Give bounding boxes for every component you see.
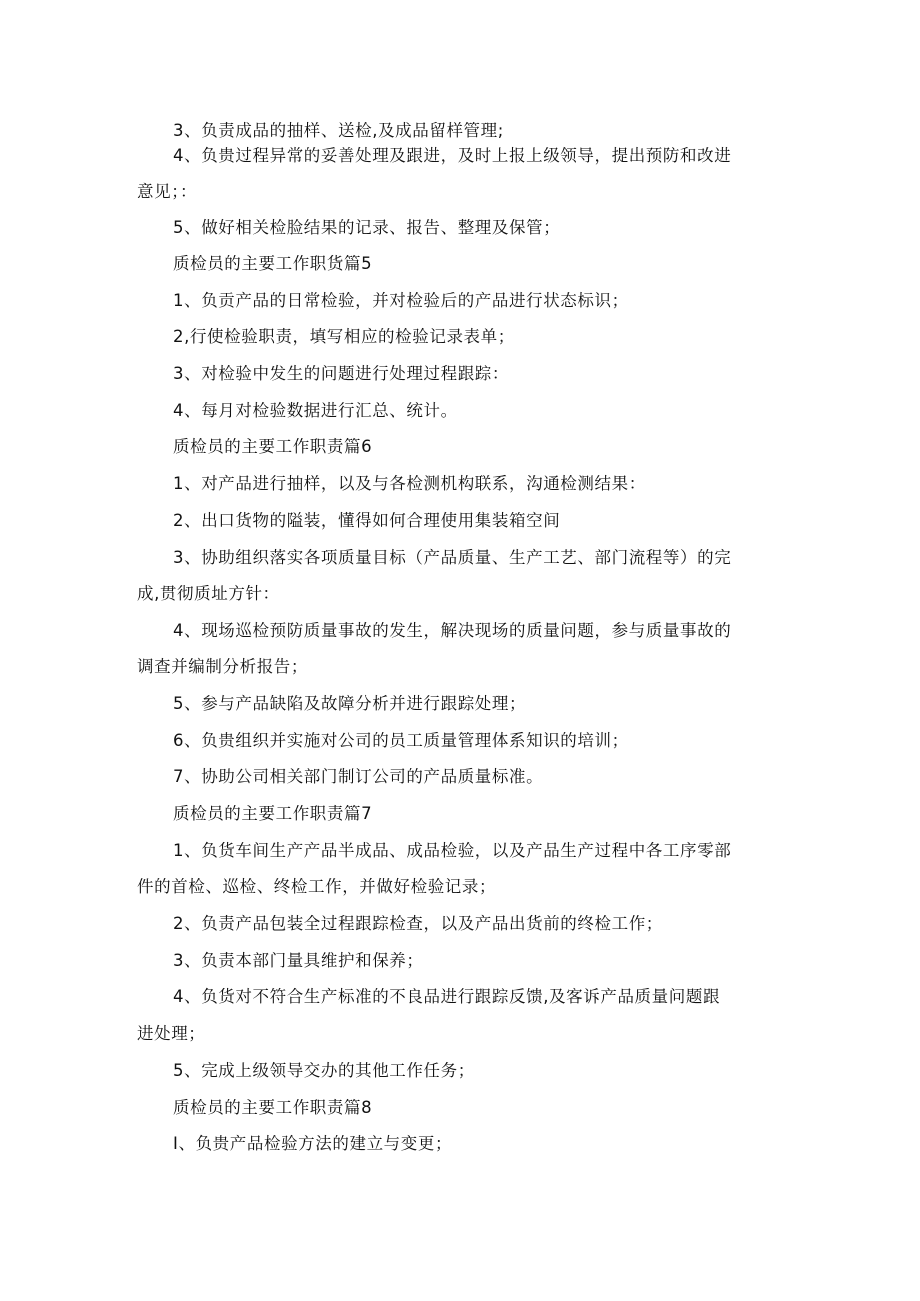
text-line: 4、负贵过程异常的妥善处理及跟进，及时上报上级领导，提出预防和改进 <box>173 146 732 165</box>
text-line: 4、负货对不符合生产标准的不良品进行跟踪反馈,及客诉产品质量问题跟 <box>173 987 721 1006</box>
section-heading: 质检员的主要工作职责篇7 <box>173 804 373 823</box>
text-line: 4、现场巡检预防质量事故的发生，解决现场的质量问题，参与质量事故的 <box>173 621 732 640</box>
text-line: 3、对检验中发生的问题进行处理过程跟踪： <box>173 364 509 383</box>
text-line: 5、做好相关检脸结果的记录、报告、整理及保管； <box>173 218 561 237</box>
text-line: 进处理； <box>137 1024 206 1043</box>
text-line: 1、负贡产品的日常检验，并对检验后的产品进行状态标识； <box>173 291 629 310</box>
text-line: 件的首检、巡检、终检工作，并做好检验记录； <box>137 877 497 896</box>
text-line: 调查并编制分析报告； <box>137 657 308 676</box>
section-heading: 质检员的主要工作职责篇8 <box>173 1098 373 1117</box>
text-line: 6、负贵组织并实施对公司的员工质量管理体系知识的培训； <box>173 731 629 750</box>
text-line: 7、协助公司相关部门制订公司的产品质量标准。 <box>173 767 544 786</box>
text-line: 3、协助组织落实各项质量目标（产品质量、生产工艺、部门流程等）的完 <box>173 548 732 567</box>
section-heading: 质检员的主要工作职责篇6 <box>173 437 373 456</box>
text-line: I、负贵产品检验方法的建立与变更； <box>173 1134 453 1153</box>
text-line: 4、每月对检验数据进行汇总、统计。 <box>173 401 458 420</box>
text-line: 2,行使检验职责，填写相应的检验记录表单； <box>173 327 515 346</box>
text-line: 意见；： <box>137 182 198 201</box>
text-line: 2、负责产品包装全过程跟踪检查，以及产品出货前的终检工作； <box>173 914 663 933</box>
text-line: 1、对产品进行抽样，以及与各检测机构联系，沟通检测结果： <box>173 474 646 493</box>
text-line: 成,贯彻质址方针： <box>137 584 280 603</box>
text-line: 3、负责本部门量具维护和保养； <box>173 951 424 970</box>
text-line: 1、负货车间生产产品半成品、成品检验，以及产品生产过程中各工序零部 <box>173 841 732 860</box>
text-line: 3、负责成品的抽样、送检,及成品留样管理; <box>173 121 504 140</box>
text-line: 5、完成上级领导交办的其他工作任务； <box>173 1061 475 1080</box>
text-line: 5、参与产品缺陷及故障分析并进行跟踪处理； <box>173 694 527 713</box>
section-heading: 质检员的主要工作职货篇5 <box>173 254 373 273</box>
text-line: 2、出口货物的隘装，懂得如何合理使用集装箱空间 <box>173 511 561 530</box>
